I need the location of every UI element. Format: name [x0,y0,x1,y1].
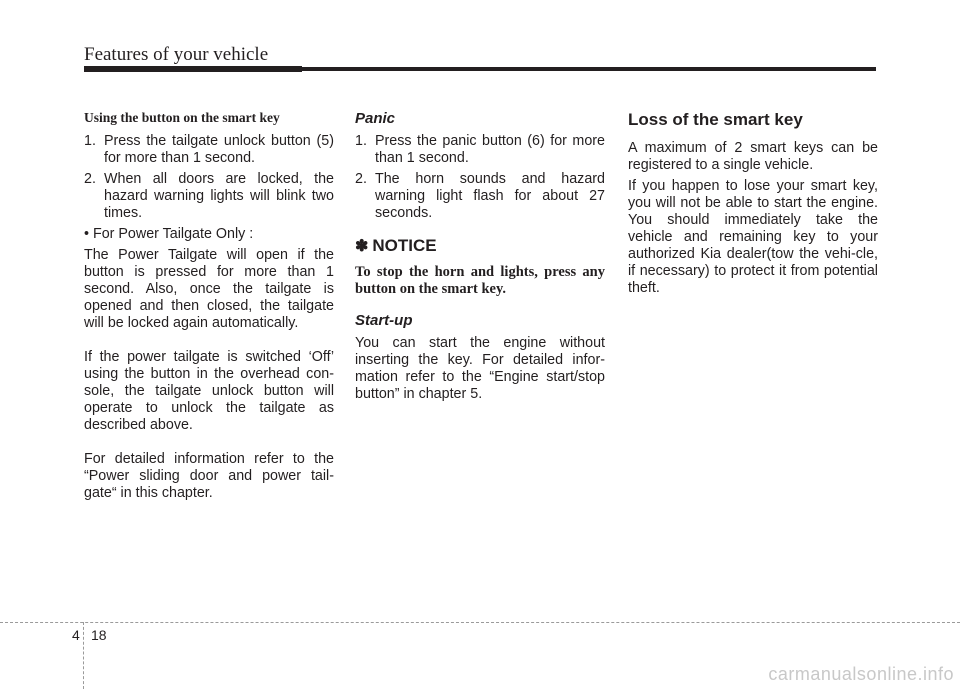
list-number: 2. [355,171,367,187]
list-number: 1. [355,133,367,149]
power-tailgate-bullet: • For Power Tailgate Only : [84,226,254,242]
chapter-number: 4 [72,627,80,643]
footer-rule [0,622,960,623]
list-number: 1. [84,133,96,149]
panic-heading: Panic [355,110,396,127]
list-text: When all doors are locked, the hazard warning lights will blink two times. [104,171,334,221]
startup-heading: Start-up [355,312,413,329]
paragraph: If the power tailgate is switched ‘Off’ using the button in the overhead con-sole, the tailgate unlock button will operate to unlock the tailgate as described above. [84,349,334,433]
list-text: Press the tailgate unlock button (5) for more than 1 second. [104,133,334,166]
column-middle [355,110,605,407]
loss-of-smart-key-heading: Loss of the smart key [628,110,803,129]
watermark: carmanualsonline.info [768,664,954,684]
asterisk-icon: ✽ [355,238,369,255]
header-rule [84,67,876,71]
page-number: 18 [91,627,107,643]
list-item [84,171,334,222]
list-item [84,133,334,167]
page-header-title: Features of your vehicle [84,44,269,65]
smart-key-button-heading: Using the button on the smart key [84,110,280,125]
list-number: 2. [84,171,96,187]
column-right [628,110,878,301]
paragraph: If you happen to lose your smart key, you will not be able to start the engine. You should immediately take the vehicle and remaining key to your authorized Kia dealer(tow the vehi-cle, if necessary) to protect it from potential theft. [628,178,878,296]
list-text: The horn sounds and hazard warning light flash for about 27 seconds. [375,171,605,221]
notice-heading [355,236,605,256]
paragraph: You can start the engine without inserting the key. For detailed infor-mation refer to the “Engine start/stop button” in chapter 5. [355,335,605,402]
list-text: Press the panic button (6) for more than 1 second. [375,133,605,166]
notice-body: To stop the horn and lights, press any button on the smart key. [355,264,605,297]
paragraph: A maximum of 2 smart keys can be registered to a single vehicle. [628,140,878,173]
notice-label: NOTICE [372,236,437,255]
footer-vertical-rule [83,622,84,689]
column-left [84,110,334,506]
list-item [355,133,605,167]
paragraph: The Power Tailgate will open if the button is pressed for more than 1 second. Also, once the tailgate is opened and then closed, the tailgate will be locked again automatically. [84,247,334,331]
paragraph: For detailed information refer to the “Power sliding door and power tail-gate“ in this chapter. [84,451,334,501]
list-item [355,171,605,222]
